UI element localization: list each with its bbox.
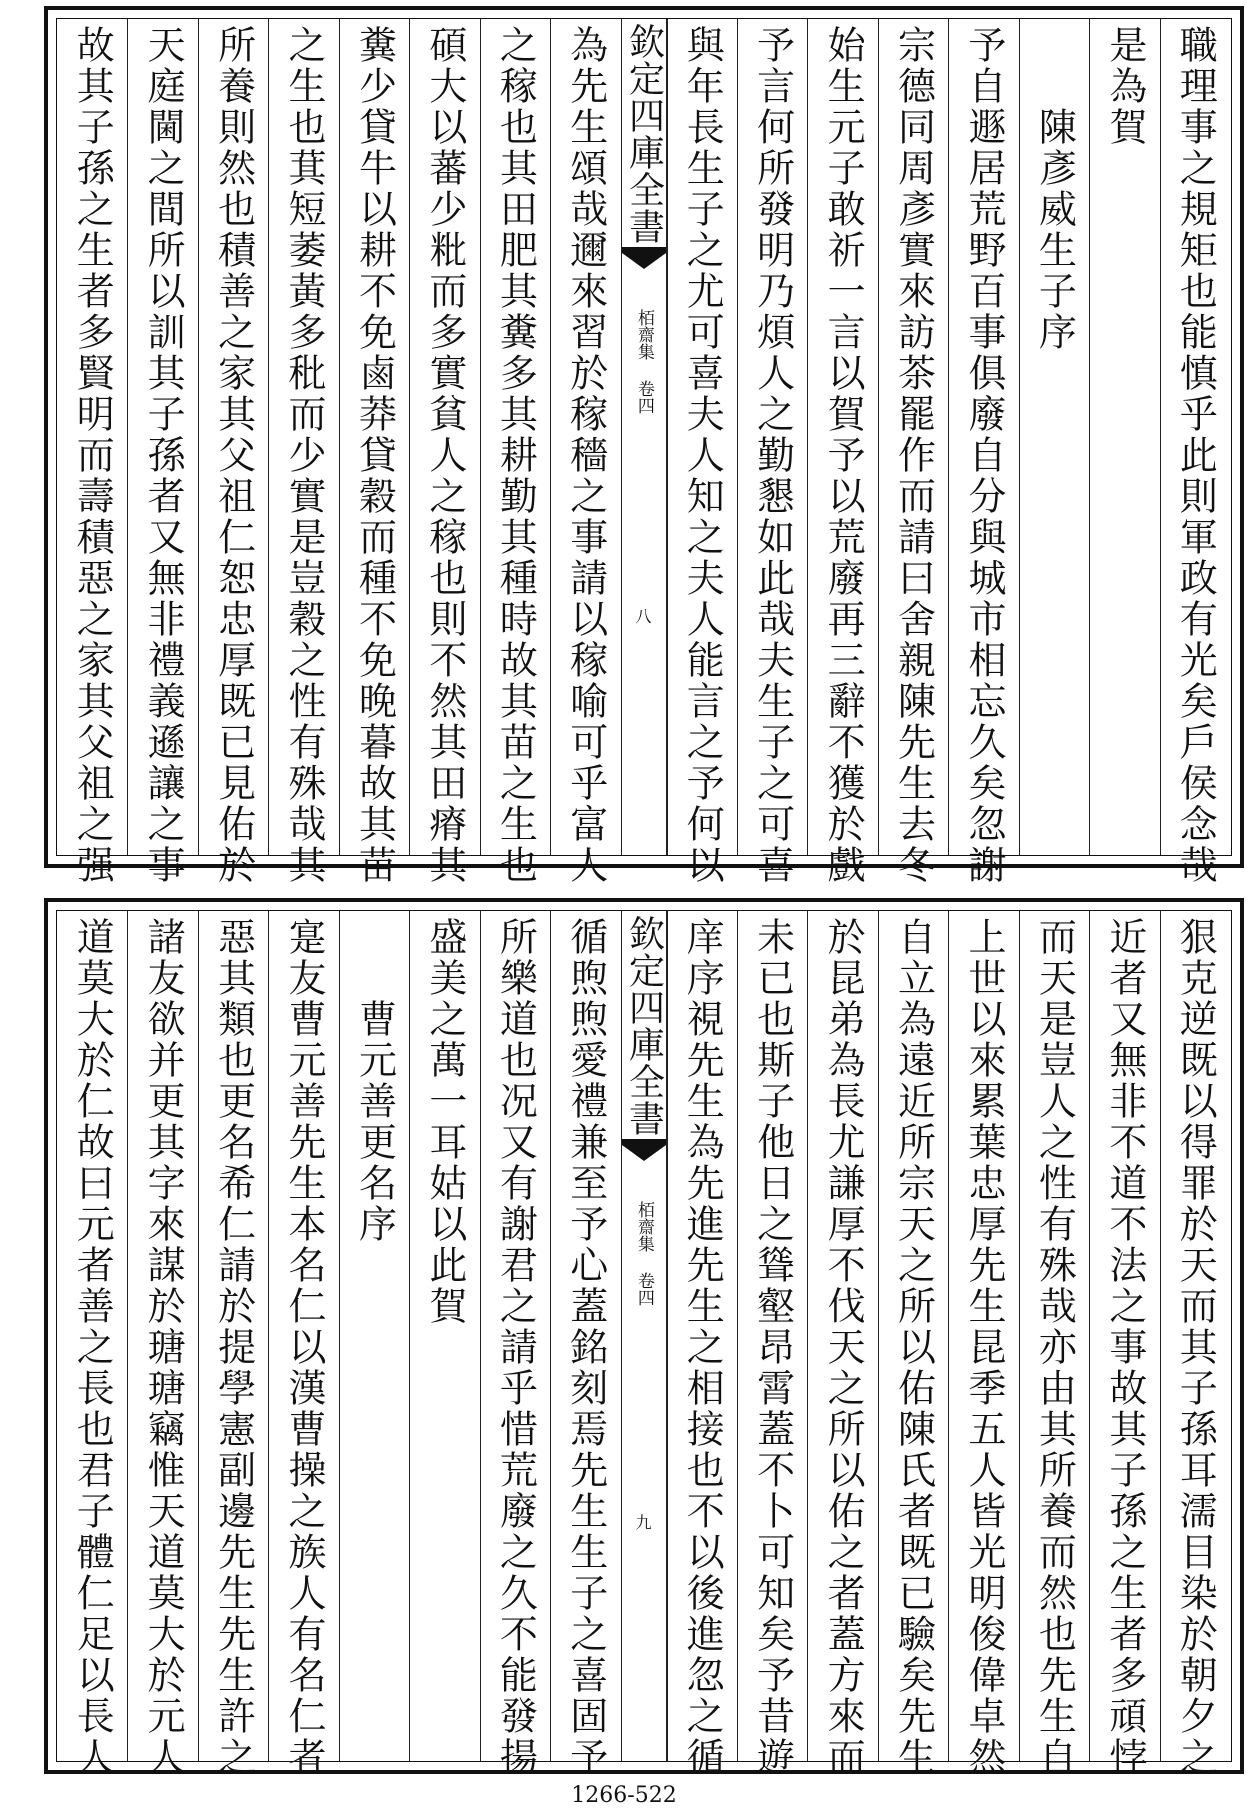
text-column bbox=[1089, 911, 1159, 1778]
column-text: 之生也萁短萎黃多秕而少實是豈穀之性有殊哉其 bbox=[282, 25, 327, 886]
text-column bbox=[878, 911, 948, 1778]
text-column bbox=[198, 911, 268, 1778]
fishtail-mark-icon bbox=[622, 1139, 666, 1161]
text-column bbox=[1160, 911, 1230, 1778]
column-text: 道莫大於仁故曰元者善之長也君子體仁足以長人 bbox=[70, 917, 115, 1778]
text-column bbox=[409, 911, 479, 1761]
column-text: 始生元子敢祈一言以賀予以荒廢再三辭不獲於戲 bbox=[821, 25, 866, 886]
column-text: 糞少貸牛以耕不免鹵莽貸穀而種不免晚暮故其苗 bbox=[352, 25, 397, 886]
text-column bbox=[550, 19, 620, 886]
column-text: 與年長生子之尤可喜夫人知之夫人能言之予何以 bbox=[680, 25, 725, 886]
book-title: 栢齋集 卷四 bbox=[633, 309, 654, 414]
bottom-page bbox=[44, 898, 1244, 1778]
column-text: 狠克逆既以得罪於天而其子孫耳濡目染於朝夕之 bbox=[1173, 917, 1218, 1778]
page-code: 1266-522 bbox=[571, 1783, 677, 1808]
column-text: 於昆弟為長尤謙厚不伐天之所以佑之者蓋方來而 bbox=[821, 917, 866, 1778]
column-text: 自立為遠近所宗天之所以佑陳氏者既已驗矣先生 bbox=[891, 917, 936, 1778]
text-column bbox=[480, 911, 550, 1778]
column-text: 之稼也其田肥其糞多其耕勤其種時故其苗之生也 bbox=[493, 25, 538, 886]
column-text: 未已也斯子他日之聳壑昂霄蓋不卜可知矣予昔遊 bbox=[750, 917, 795, 1778]
column-text: 所養則然也積善之家其父祖仁恕忠厚既已見佑於 bbox=[211, 25, 256, 886]
text-column bbox=[480, 19, 550, 886]
column-text: 陳彥威生子序 bbox=[1032, 107, 1077, 353]
text-column bbox=[878, 19, 948, 886]
text-column bbox=[57, 911, 127, 1778]
text-column bbox=[268, 19, 338, 886]
column-text: 予言何所發明乃煩人之勤懇如此哉夫生子之可喜 bbox=[750, 25, 795, 886]
book-title: 栢齋集 卷四 bbox=[633, 1201, 654, 1306]
column-text: 庠序視先生為先進先生之相接也不以後進忽之循 bbox=[680, 917, 725, 1778]
column-text: 所樂道也况又有謝君之請乎惜荒廢之久不能發揚 bbox=[493, 917, 538, 1778]
top-page-frame bbox=[56, 18, 1232, 886]
text-column bbox=[550, 911, 620, 1778]
text-column bbox=[667, 19, 737, 886]
column-text: 碩大以蕃少粃而多實貧人之稼也則不然其田瘠其 bbox=[422, 25, 467, 886]
column-text: 職理事之規矩也能慎乎此則軍政有光矣戶侯念哉 bbox=[1173, 25, 1218, 886]
text-column bbox=[948, 19, 1018, 886]
column-text: 故其子孫之生者多賢明而壽積惡之家其父祖之强 bbox=[70, 25, 115, 886]
text-column bbox=[127, 19, 197, 886]
library-title: 欽定四庫全書 bbox=[623, 23, 665, 245]
column-text: 天庭閫之間所以訓其子孫者又無非禮義遜讓之事 bbox=[141, 25, 186, 886]
column-text: 為先生頌哉邇來習於稼穡之事請以稼喻可乎富人 bbox=[563, 25, 608, 886]
column-text: 是為賀 bbox=[1102, 25, 1147, 148]
text-column bbox=[1160, 19, 1230, 886]
text-column bbox=[807, 19, 877, 886]
text-column bbox=[948, 911, 1018, 1778]
text-column bbox=[127, 911, 197, 1778]
column-text: 循煦煦愛禮兼至予心蓋銘刻焉先生生子之喜固予 bbox=[563, 917, 608, 1778]
text-column bbox=[737, 19, 807, 886]
text-column bbox=[268, 911, 338, 1778]
column-text: 而天是豈人之性有殊哉亦由其所養而然也先生自 bbox=[1032, 917, 1077, 1778]
column-text: 寔友曹元善先生本名仁以漢曹操之族人有名仁者 bbox=[282, 917, 327, 1778]
bottom-page-frame bbox=[56, 910, 1232, 1778]
text-column bbox=[737, 911, 807, 1778]
column-text: 惡其類也更名希仁請於提學憲副邊先生先生許之 bbox=[211, 917, 256, 1778]
text-column bbox=[667, 911, 737, 1778]
top-page bbox=[44, 6, 1244, 886]
column-text: 上世以來累葉忠厚先生昆季五人皆光明俊偉卓然 bbox=[961, 917, 1006, 1778]
fold-margin bbox=[621, 911, 667, 1761]
folio-number: 九 bbox=[635, 1513, 652, 1532]
text-column bbox=[1089, 19, 1159, 855]
text-column bbox=[57, 19, 127, 886]
column-text: 盛美之萬一耳姑以此賀 bbox=[422, 917, 467, 1327]
column-text: 近者又無非不道不法之事故其子孫之生者多頑悖 bbox=[1102, 917, 1147, 1778]
column-text: 予自遯居荒野百事俱廢自分與城市相忘久矣忽謝 bbox=[961, 25, 1006, 886]
column-text: 諸友欲并更其字來謀於瑭瑭竊惟天道莫大於元人 bbox=[141, 917, 186, 1778]
column-text: 曹元善更名序 bbox=[352, 999, 397, 1245]
text-column bbox=[807, 911, 877, 1778]
text-column bbox=[339, 19, 409, 886]
library-title: 欽定四庫全書 bbox=[623, 915, 665, 1137]
folio-number: 八 bbox=[635, 607, 652, 626]
top-text-columns bbox=[57, 19, 1231, 886]
text-column bbox=[198, 19, 268, 886]
fold-margin bbox=[621, 19, 667, 855]
text-column bbox=[339, 911, 409, 1761]
text-column bbox=[1019, 19, 1089, 855]
column-text: 宗德同周彥實來訪茶罷作而請曰舍親陳先生去冬 bbox=[891, 25, 936, 886]
fishtail-mark-icon bbox=[622, 247, 666, 269]
text-column bbox=[1019, 911, 1089, 1778]
bottom-text-columns bbox=[57, 911, 1231, 1778]
text-column bbox=[409, 19, 479, 886]
